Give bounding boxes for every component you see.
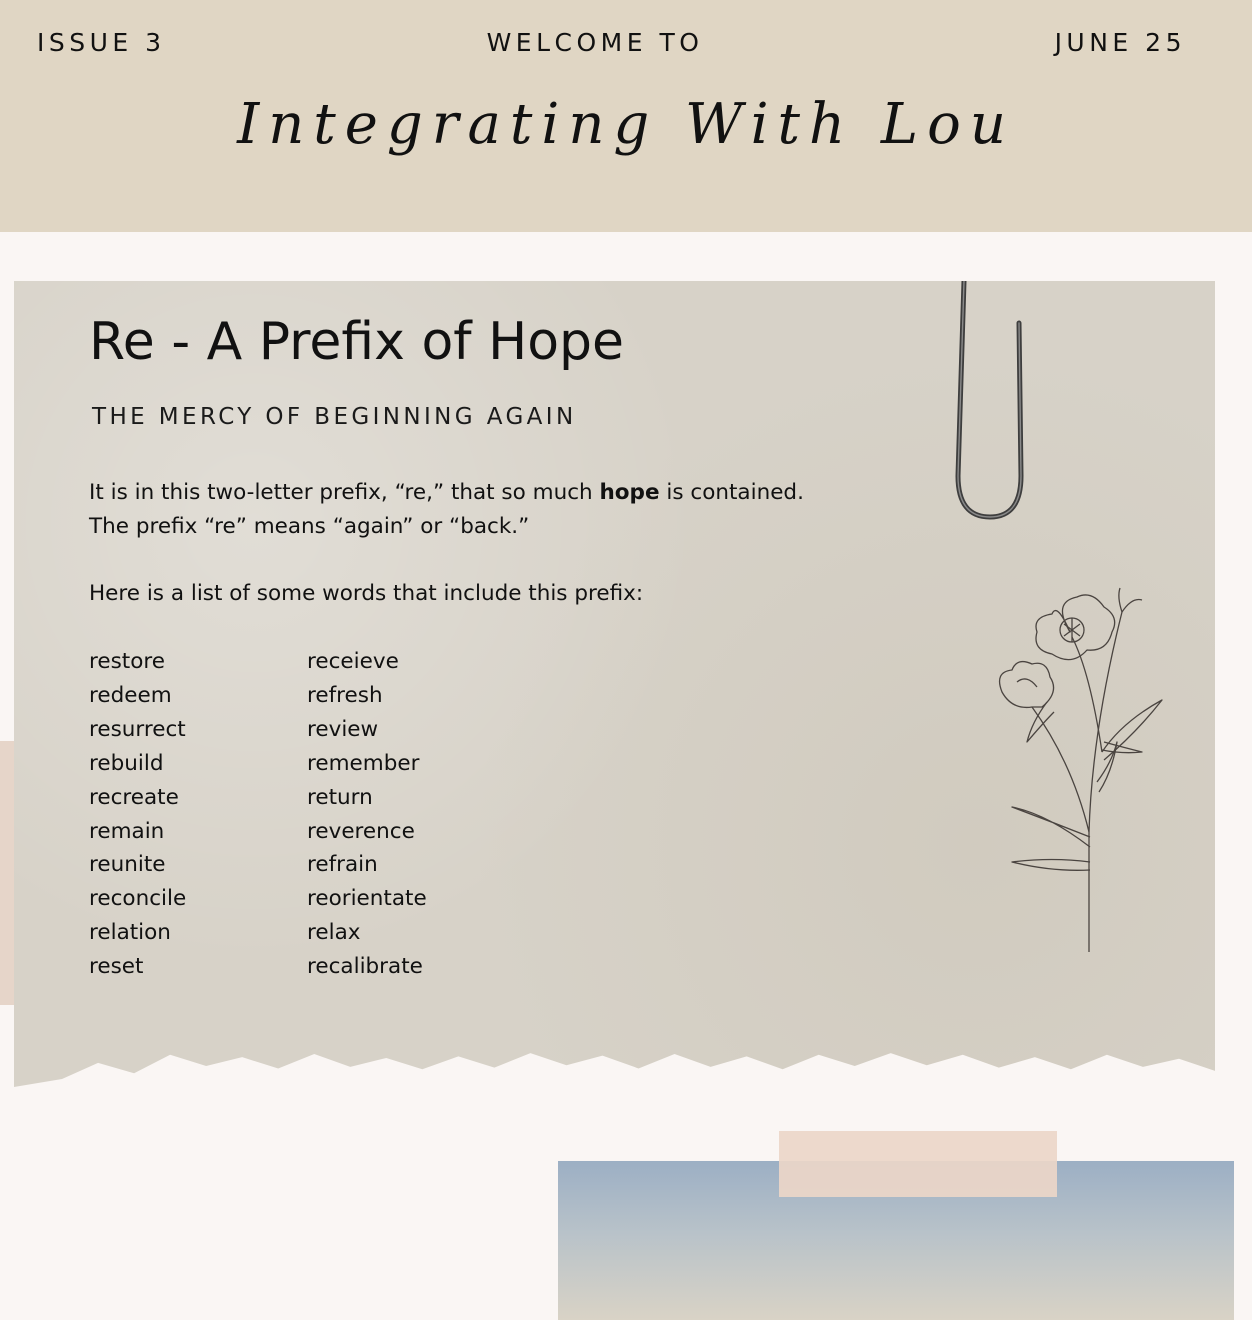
intro-text-start: It is in this two-letter prefix, “re,” that so much bbox=[89, 480, 600, 505]
prefix-word: remember bbox=[307, 750, 420, 776]
word-list-left bbox=[89, 645, 186, 984]
issue-date: JUNE 25 bbox=[1054, 28, 1186, 57]
list-intro: Here is a list of some words that include this prefix: bbox=[89, 581, 644, 606]
prefix-word: receieve bbox=[307, 649, 399, 674]
prefix-word: rebuild bbox=[89, 750, 164, 776]
prefix-word: remain bbox=[89, 818, 165, 844]
article-heading: Re - A Prefix of Hope bbox=[89, 312, 625, 372]
welcome-label: WELCOME TO bbox=[486, 28, 704, 57]
prefix-word: resurrect bbox=[89, 716, 186, 742]
prefix-word: refresh bbox=[307, 682, 383, 708]
word-list-right bbox=[307, 645, 427, 984]
prefix-word: recreate bbox=[89, 784, 179, 810]
issue-number: ISSUE 3 bbox=[37, 28, 166, 57]
prefix-word: return bbox=[307, 784, 373, 810]
intro-bold-word: hope bbox=[599, 480, 660, 505]
article-subtitle: THE MERCY OF BEGINNING AGAIN bbox=[92, 404, 577, 430]
prefix-word: review bbox=[307, 716, 379, 742]
prefix-word: reconcile bbox=[89, 886, 187, 912]
prefix-word: reset bbox=[89, 954, 144, 980]
prefix-word: reunite bbox=[89, 852, 166, 878]
prefix-word: restore bbox=[89, 649, 165, 674]
newsletter-title: Integrating With Lou bbox=[237, 92, 1015, 157]
prefix-word: reorientate bbox=[307, 886, 427, 912]
prefix-word: reverence bbox=[307, 818, 415, 844]
prefix-word: recalibrate bbox=[307, 954, 423, 980]
masthead bbox=[0, 0, 1252, 232]
prefix-word: redeem bbox=[89, 682, 172, 708]
prefix-word: refrain bbox=[307, 852, 378, 878]
flower-illustration bbox=[972, 582, 1172, 954]
intro-paragraph bbox=[89, 476, 804, 544]
prefix-word: relation bbox=[89, 920, 171, 946]
prefix-word: relax bbox=[307, 920, 361, 946]
washi-tape-photo bbox=[779, 1131, 1057, 1197]
prefix-definition: The prefix “re” means “again” or “back.” bbox=[89, 514, 530, 539]
paperclip-icon bbox=[948, 281, 1028, 523]
intro-text-end: is contained. bbox=[659, 480, 804, 505]
